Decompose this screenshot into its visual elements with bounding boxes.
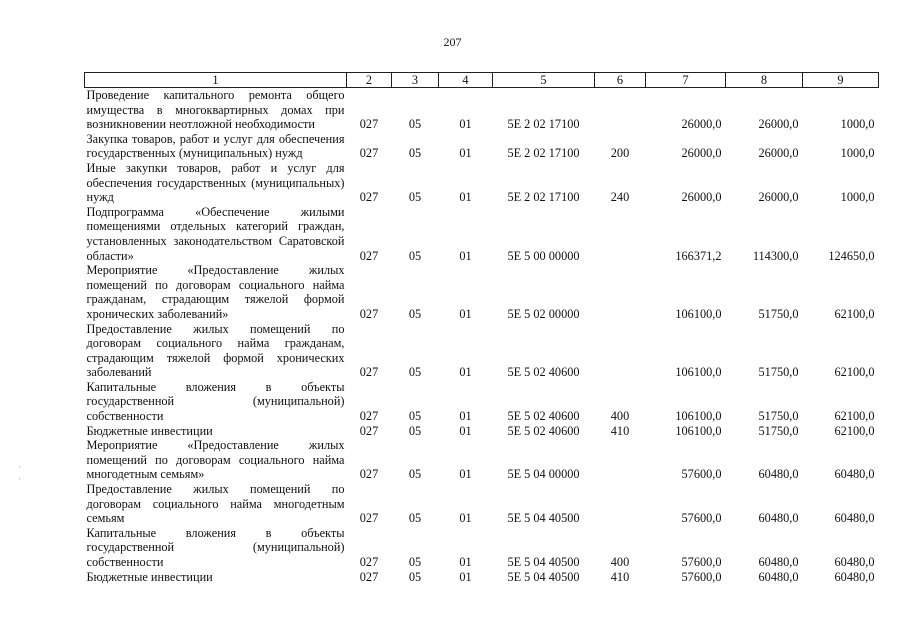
row-col-8: 51750,0 (758, 306, 799, 321)
row-name: Мероприятие «Предоставление жилых помещений по договорам социального найма гражданам, страдающим тяжелой формой хронических заболеваний» (86, 263, 345, 321)
row-col-3: 05 (408, 511, 422, 526)
row-col-6 (595, 88, 646, 132)
row-name: Иные закупки товаров, работ и услуг для обеспечения государственных (муниципальных) нужд (86, 160, 345, 205)
row-col-6: 400 (610, 409, 630, 424)
row-col-4: 01 (459, 423, 472, 438)
row-col-9: 1000,0 (840, 117, 875, 132)
row-col-7: 106100,0 (675, 423, 722, 438)
row-name: Закупка товаров, работ и услуг для обеспечения государственных (муниципальных) нужд (86, 131, 345, 161)
row-col-2: 027 (359, 190, 379, 205)
row-col-8: 51750,0 (758, 423, 799, 438)
row-col-7: 26000,0 (681, 117, 722, 132)
row-col-9: 62100,0 (834, 409, 875, 424)
row-col-3: 05 (408, 555, 422, 569)
row-col-9: 1000,0 (840, 190, 875, 205)
row-col-4: 01 (459, 146, 472, 161)
row-col-8: 60480,0 (758, 511, 799, 526)
row-col-2: 027 (359, 569, 379, 584)
row-col-9: 62100,0 (834, 306, 875, 321)
table-row (85, 482, 879, 526)
row-col-5: 5Е 5 04 40500 (507, 555, 580, 569)
row-col-5: 5Е 5 04 00000 (507, 467, 580, 482)
row-col-9: 60480,0 (834, 569, 875, 584)
row-col-2: 027 (359, 423, 379, 438)
row-col-6 (595, 263, 646, 321)
row-col-4: 01 (459, 467, 472, 482)
row-col-7: 26000,0 (681, 146, 722, 161)
row-col-4: 01 (459, 190, 472, 205)
row-col-3: 05 (408, 146, 422, 161)
row-col-8: 60480,0 (758, 569, 799, 584)
row-col-8: 60480,0 (758, 467, 799, 482)
row-col-2: 027 (359, 511, 379, 526)
row-name: Мероприятие «Предоставление жилых помещений по договорам социального найма многодетным семьям» (86, 438, 345, 482)
row-col-7: 106100,0 (675, 409, 722, 424)
header-col-5: 5 (493, 73, 595, 88)
header-col-9: 9 (803, 73, 879, 88)
table-row (85, 526, 879, 570)
row-col-6: 200 (610, 146, 630, 161)
row-col-8: 51750,0 (758, 409, 799, 424)
row-col-4: 01 (459, 365, 472, 380)
row-col-5: 5Е 5 04 40500 (507, 569, 580, 584)
row-col-9: 60480,0 (834, 467, 875, 482)
page-number: 207 (443, 35, 462, 49)
row-name: Предоставление жилых помещений по договорам социального найма многодетным семьям (86, 482, 345, 526)
row-col-2: 027 (359, 555, 379, 569)
row-col-9: 60480,0 (834, 511, 875, 526)
header-col-2: 2 (347, 73, 392, 88)
row-col-2: 027 (359, 365, 379, 380)
header-col-7: 7 (646, 73, 726, 88)
row-col-6 (595, 322, 646, 380)
table-row (85, 205, 879, 263)
row-col-6 (595, 438, 646, 482)
row-col-5: 5Е 2 02 17100 (507, 117, 580, 132)
row-col-9: 60480,0 (834, 555, 875, 569)
row-col-5: 5Е 5 02 40600 (507, 423, 580, 438)
row-col-8: 51750,0 (758, 365, 799, 380)
row-col-6: 410 (610, 569, 630, 584)
row-name: Бюджетные инвестиции (86, 423, 213, 438)
row-name: Предоставление жилых помещений по договорам социального найма гражданам, страдающим тяжелой формой хронических заболеваний (86, 321, 345, 380)
header-col-4: 4 (439, 73, 493, 88)
row-col-9: 62100,0 (834, 365, 875, 380)
row-col-7: 57600,0 (681, 555, 722, 569)
row-col-7: 57600,0 (681, 467, 722, 482)
row-col-6: 400 (610, 555, 630, 569)
header-col-8: 8 (726, 73, 803, 88)
row-col-6 (595, 205, 646, 263)
row-col-8: 114300,0 (752, 248, 799, 263)
row-col-3: 05 (408, 423, 422, 438)
row-col-6 (595, 482, 646, 526)
row-col-6: 410 (610, 423, 630, 438)
row-col-3: 05 (408, 306, 422, 321)
row-col-6: 240 (610, 190, 630, 205)
row-name: Капитальные вложения в объекты государственной (муниципальной) собственности (86, 379, 345, 424)
row-col-3: 05 (408, 190, 422, 205)
row-col-7: 166371,2 (675, 248, 722, 263)
table-row (85, 88, 879, 132)
row-col-2: 027 (359, 467, 379, 482)
header-col-1: 1 (85, 73, 347, 88)
row-name: Капитальные вложения в объекты государственной (муниципальной) собственности (86, 525, 345, 569)
row-col-9: 1000,0 (840, 146, 875, 161)
table-body (85, 88, 879, 585)
row-col-3: 05 (408, 248, 422, 263)
row-col-9: 124650,0 (828, 248, 875, 263)
row-col-2: 027 (359, 306, 379, 321)
row-col-2: 027 (359, 117, 379, 132)
row-name: Подпрограмма «Обеспечение жилыми помещениями отдельных категорий граждан, установленных законодательством Саратовской области» (86, 204, 345, 263)
budget-table (84, 72, 879, 584)
row-col-4: 01 (459, 569, 472, 584)
row-col-5: 5Е 5 04 40500 (507, 511, 580, 526)
row-col-4: 01 (459, 511, 472, 526)
header-row (85, 73, 879, 88)
row-col-3: 05 (408, 409, 422, 424)
row-col-7: 26000,0 (681, 190, 722, 205)
scan-mark: · (18, 474, 21, 484)
row-col-3: 05 (408, 569, 422, 584)
scan-mark: · (18, 462, 21, 472)
row-col-8: 26000,0 (758, 146, 799, 161)
row-col-7: 106100,0 (675, 306, 722, 321)
header-col-6: 6 (595, 73, 646, 88)
row-col-4: 01 (459, 555, 472, 569)
row-col-2: 027 (359, 248, 379, 263)
row-col-5: 5Е 5 02 00000 (507, 306, 580, 321)
table-row (85, 380, 879, 424)
row-col-7: 57600,0 (681, 569, 722, 584)
row-col-2: 027 (359, 409, 379, 424)
row-col-5: 5Е 5 02 40600 (507, 409, 580, 424)
table-row (85, 263, 879, 321)
table-header (85, 73, 879, 88)
row-col-5: 5Е 5 02 40600 (507, 365, 580, 380)
row-col-5: 5Е 5 00 00000 (507, 248, 580, 263)
row-col-8: 60480,0 (758, 555, 799, 569)
row-name: Бюджетные инвестиции (86, 569, 213, 584)
row-col-7: 57600,0 (681, 511, 722, 526)
table-row (85, 161, 879, 205)
row-col-5: 5Е 2 02 17100 (507, 146, 580, 161)
row-col-4: 01 (459, 409, 472, 424)
row-col-4: 01 (459, 117, 472, 132)
row-col-3: 05 (408, 467, 422, 482)
table-row (85, 322, 879, 380)
row-col-8: 26000,0 (758, 117, 799, 132)
table-row (85, 570, 879, 585)
row-col-7: 106100,0 (675, 365, 722, 380)
table-row (85, 438, 879, 482)
row-col-5: 5Е 2 02 17100 (507, 190, 580, 205)
row-col-4: 01 (459, 248, 472, 263)
table-row (85, 132, 879, 161)
row-col-3: 05 (408, 365, 422, 380)
row-col-8: 26000,0 (758, 190, 799, 205)
row-col-4: 01 (459, 306, 472, 321)
row-col-3: 05 (408, 117, 422, 132)
header-col-3: 3 (392, 73, 439, 88)
table-row (85, 424, 879, 439)
row-col-2: 027 (359, 146, 379, 161)
row-col-9: 62100,0 (834, 423, 875, 438)
row-name: Проведение капитального ремонта общего имущества в многоквартирных домах при возникновении неотложной необходимости (86, 88, 345, 132)
